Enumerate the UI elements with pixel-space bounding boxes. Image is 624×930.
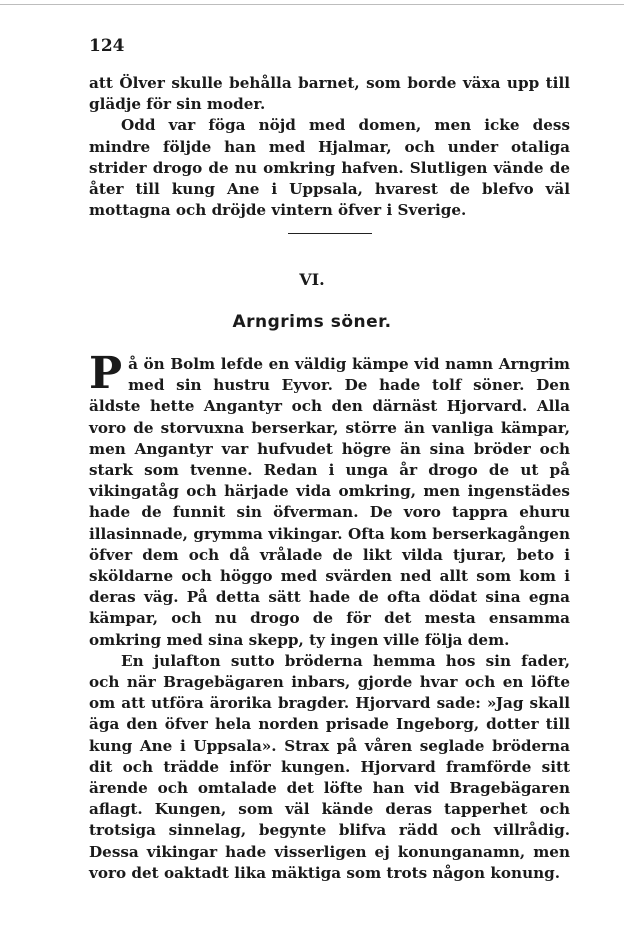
page-number: 124 [89, 36, 125, 56]
chapter-title: Arngrims söner. [232, 312, 392, 332]
chapter-text-block [89, 348, 570, 884]
top-paragraph-2: Odd var föga nöjd med domen, men icke dess mindre följde han med Hjalmar, och under otaliga strider drogo de nu omkring hafven. Slutligen vände de åter till kung Ane i Uppsala, hvarest de blefvo väl mottagna och dröjde vintern öfver i Sverige. [89, 116, 570, 220]
top-text-block [89, 73, 570, 221]
top-paragraph-1: att Ölver skulle behålla barnet, som borde växa upp till glädje för sin moder. [89, 74, 570, 114]
chapter-paragraph-1-text: å ön Bolm lefde en väldig kämpe vid namn Arngrim med sin hustru Eyvor. De hade tolf söner. Den äldste hette Angantyr och den därnäst Hjorvard. Alla voro de storvuxna berserkar, större än vanliga kämpar, men Angantyr var hufvudet högre än sina bröder och stark som tvenne. Redan i unga år drogo de ut på vikingatåg och härjade vida omkring, men ingenstädes hade de funnit sin öfverman. De voro tappra ehuru illasinnade, grymma vikingar. Ofta kom berserkagången öfver dem och då vrålade de likt vilda tjurar, beto i sköldarne och höggo med svärden ned allt som kom i deras väg. På detta sätt hade de ofta dödat sina egna kämpar, och nu drogo de för det mesta ensamma omkring med sina skepp, ty ingen ville följa dem. [89, 355, 570, 649]
chapter-paragraph-1 [89, 348, 570, 651]
chapter-number: VI. [299, 270, 325, 289]
page-top-rule [0, 4, 624, 5]
chapter-paragraph-2: En julafton sutto bröderna hemma hos sin fader, och när Bragebägaren inbars, gjorde hvar och en löfte om att utföra ärorika bragder. Hjorvard sade: »Jag skall äga den öfver hela norden prisade Ingeborg, dotter till kung Ane i Uppsala». Strax på våren seglade bröderna dit och trädde inför kungen. Hjorvard framförde sitt ärende och omtalade det löfte han vid Bragebägaren aflagt. Kungen, som väl kände deras tapperhet och trotsiga sinnelag, begynte blifva rädd och villrådig. Dessa vikingar hade visserligen ej konunganamn, men voro det oaktadt lika mäktiga som trots någon konung. [89, 651, 570, 882]
section-divider [288, 233, 372, 234]
drop-cap: P [89, 348, 123, 399]
